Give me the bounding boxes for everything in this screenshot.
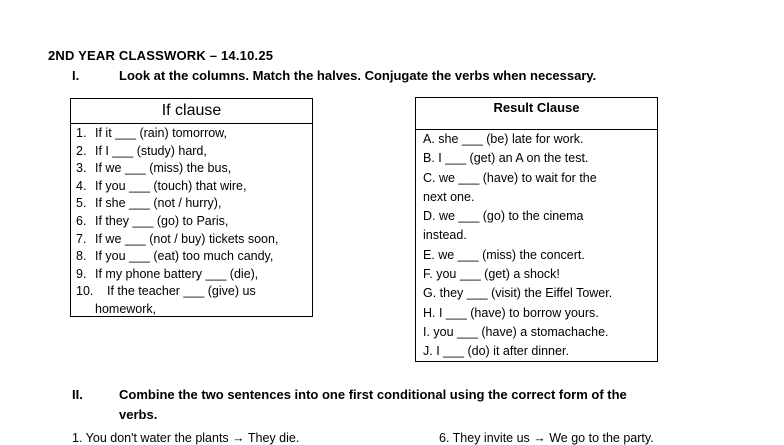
result-clause-list xyxy=(416,130,657,362)
result-clause-line: B. I ___ (get) an A on the test. xyxy=(423,151,589,166)
item-number: 5. xyxy=(76,196,87,211)
result-clause-line: instead. xyxy=(423,228,467,243)
result-clause-line: next one. xyxy=(423,189,475,204)
result-clause-header: Result Clause xyxy=(416,98,657,130)
section-1-instruction: Look at the columns. Match the halves. Conjugate the verbs when necessary. xyxy=(119,68,597,83)
item-number: 9. xyxy=(76,266,87,281)
if-clause-item xyxy=(76,248,312,266)
if-clause-item xyxy=(76,266,312,284)
result-clause-line: C. we ___ (have) to wait for the xyxy=(423,170,597,185)
item-number: 2. xyxy=(76,143,87,158)
if-clause-text: If you ___ (touch) that wire, xyxy=(95,178,247,193)
section-2-instruction-line-1: Combine the two sentences into one first conditional using the correct form of the xyxy=(119,387,627,402)
result-clause-line: G. they ___ (visit) the Eiffel Tower. xyxy=(423,286,613,301)
if-clause-list xyxy=(71,124,312,319)
result-clause-line: D. we ___ (go) to the cinema xyxy=(423,209,584,224)
exercise-item-1: 1. You don't water the plants → They die. xyxy=(72,431,300,445)
if-clause-text: If we ___ (not / buy) tickets soon, xyxy=(95,231,279,246)
item-number: 8. xyxy=(76,249,87,264)
if-clause-text: If she ___ (not / hurry), xyxy=(95,196,222,211)
item-number: 7. xyxy=(76,231,87,246)
if-clause-text: If I ___ (study) hard, xyxy=(95,143,207,158)
if-clause-item xyxy=(76,283,312,301)
if-clause-item xyxy=(76,195,312,213)
result-clause-line: H. I ___ (have) to borrow yours. xyxy=(423,305,599,320)
page-title: 2ND YEAR CLASSWORK – 14.10.25 xyxy=(48,48,274,63)
if-clause-item xyxy=(76,178,312,196)
item-number: 10. xyxy=(76,284,94,299)
if-clause-item xyxy=(76,160,312,178)
if-clause-header: If clause xyxy=(71,99,312,124)
if-clause-text: If they ___ (go) to Paris, xyxy=(95,213,229,228)
result-clause-line: E. we ___ (miss) the concert. xyxy=(423,247,585,262)
if-clause-text: If the teacher ___ (give) us xyxy=(107,284,256,299)
item-number: 6. xyxy=(76,213,87,228)
exercise-item-6: 6. They invite us → We go to the party. xyxy=(439,431,654,445)
if-clause-text: If you ___ (eat) too much candy, xyxy=(95,249,274,264)
result-clause-line: J. I ___ (do) it after dinner. xyxy=(423,344,569,359)
result-clause-line: F. you ___ (get) a shock! xyxy=(423,267,560,282)
item-number: 3. xyxy=(76,161,87,176)
result-clause-line: I. you ___ (have) a stomachache. xyxy=(423,324,609,339)
section-2-instruction-line-2: verbs. xyxy=(119,407,158,422)
if-clause-item xyxy=(76,143,312,161)
if-clause-text: If we ___ (miss) the bus, xyxy=(95,161,232,176)
if-clause-item xyxy=(76,125,312,143)
section-2-number: II. xyxy=(72,387,83,402)
item-number: 4. xyxy=(76,178,87,193)
if-clause-item xyxy=(76,231,312,249)
if-clause-table xyxy=(70,98,313,317)
if-clause-text: If my phone battery ___ (die), xyxy=(95,266,259,281)
item-number: 1. xyxy=(76,126,87,140)
if-clause-continuation: homework, xyxy=(95,301,157,316)
result-clause-line: A. she ___ (be) late for work. xyxy=(423,132,584,146)
result-clause-table xyxy=(415,97,658,362)
if-clause-item xyxy=(76,213,312,231)
section-1-number: I. xyxy=(72,68,80,83)
if-clause-text: If it ___ (rain) tomorrow, xyxy=(95,126,227,140)
